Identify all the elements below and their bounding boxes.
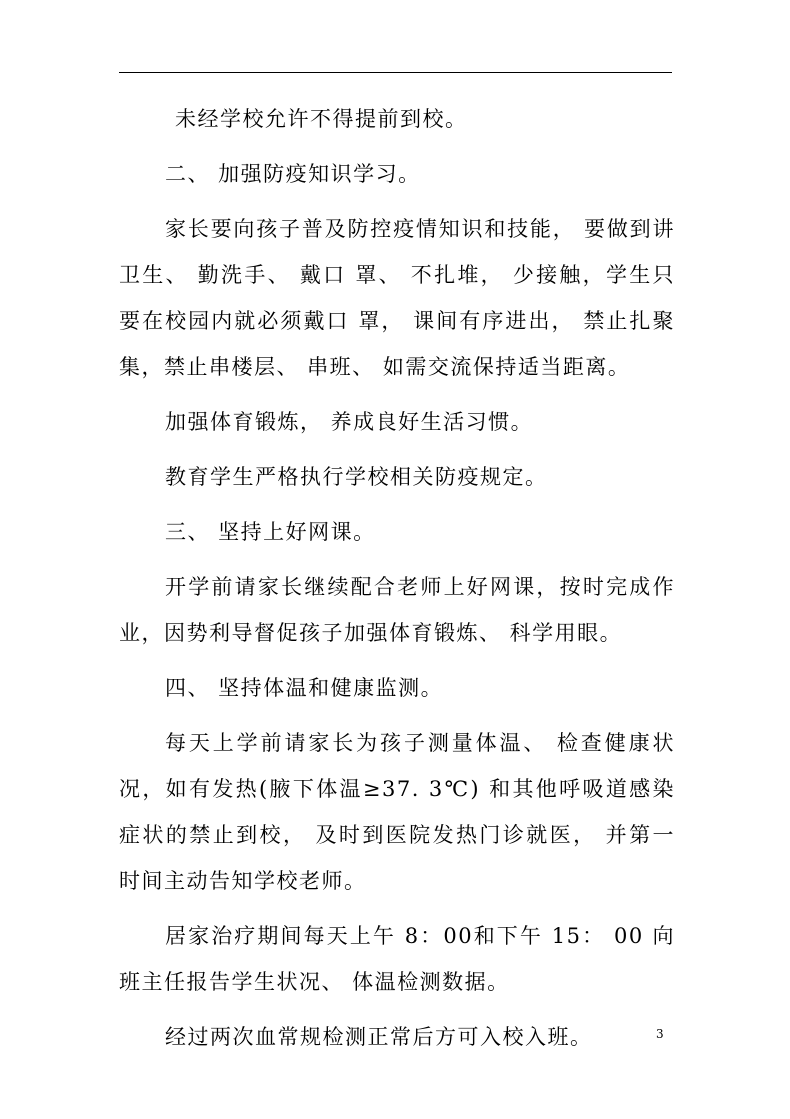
paragraph-5: 教育学生严格执行学校相关防疫规定。 (165, 465, 548, 489)
paragraph-10: 居家治疗期间每天上午 8：00和下午 15： 00 向班主任报告学生状况、 体温检测数据。 (119, 924, 675, 994)
header-rule (119, 72, 672, 73)
paragraph-1: 未经学校允许不得提前到校。 (175, 107, 468, 131)
paragraph-3: 家长要向孩子普及防控疫情知识和技能， 要做到讲卫生、 勤洗手、 戴口 罩、 不扎堆， 少接触，学生只要在校园内就必须戴口 罩， 课间有序进出， 禁止扎聚集，禁止串楼层、 串班、 如需交流保持适当距离。 (119, 217, 675, 379)
heading-section-2: 二、 加强防疫知识学习。 (165, 162, 421, 186)
document-body (119, 96, 675, 1060)
paragraph-9: 每天上学前请家长为孩子测量体温、 检查健康状况，如有发热(腋下体温≥37. 3℃) 和其他呼吸道感染症状的禁止到校， 及时到医院发热门诊就医， 并第一时间主动告知学校老师。 (119, 731, 675, 893)
paragraph-11: 经过两次血常规检测正常后方可入校入班。 (165, 1025, 593, 1049)
paragraph-4: 加强体育锻炼， 养成良好生活习惯。 (165, 410, 534, 434)
paragraph-7: 开学前请家长继续配合老师上好网课，按时完成作业，因势利导督促孩子加强体育锻炼、 科学用眼。 (119, 575, 675, 645)
page-number: 3 (656, 1027, 664, 1041)
heading-section-4: 四、 坚持体温和健康监测。 (165, 676, 444, 700)
heading-section-3: 三、 坚持上好网课。 (165, 520, 376, 544)
